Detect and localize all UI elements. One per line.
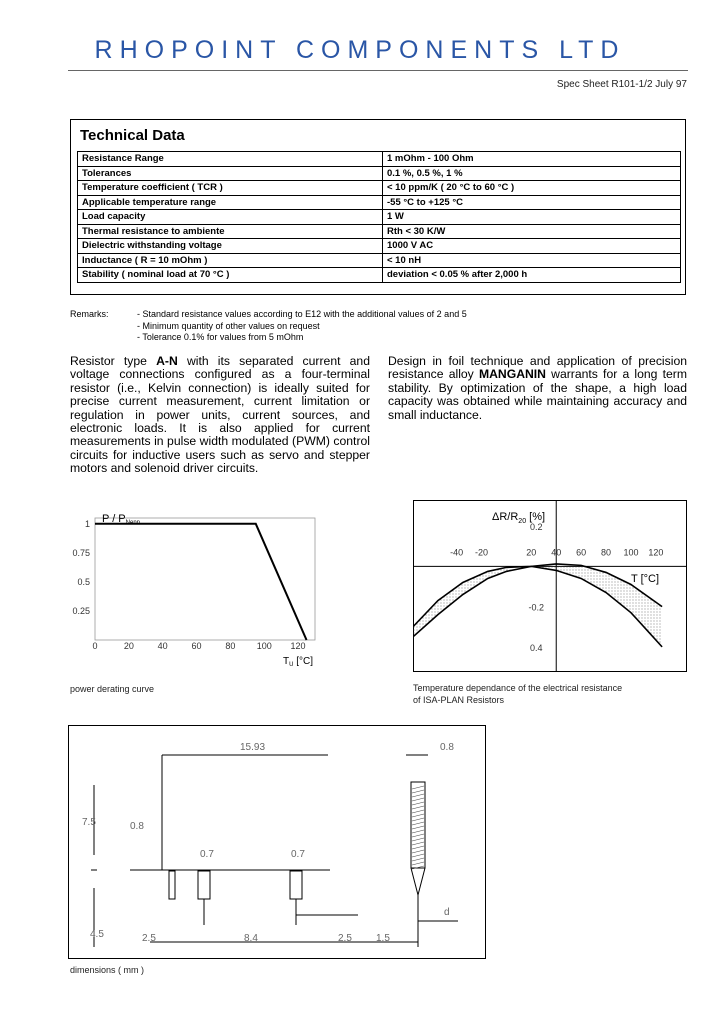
hatch-line <box>412 810 424 813</box>
x-tick-label: 120 <box>648 547 664 558</box>
value-cell: 1 mOhm - 100 Ohm <box>383 152 681 167</box>
hatch-line <box>412 850 424 853</box>
temp-ylabel: $\Delta R/R_{20}$ [%] <box>492 511 546 525</box>
temperature-caption: Temperature dependance of the electrical resistance of ISA-PLAN Resistors <box>413 683 623 705</box>
x-tick-label: 80 <box>601 547 612 558</box>
x-tick-label: 60 <box>576 547 587 558</box>
y-tick-label: -0.2 <box>528 602 544 613</box>
dim-side-width: 1.5 <box>376 933 390 944</box>
derating-plot-frame <box>95 518 315 640</box>
y-tick-label: 0.75 <box>72 547 90 558</box>
dim-lead-left: 0.7 <box>200 849 214 860</box>
company-title: RHOPOINT COMPONENTS LTD <box>94 36 626 64</box>
x-tick-label: 100 <box>623 547 639 558</box>
dim-height: 7.5 <box>82 817 96 828</box>
value-cell: < 10 ppm/K ( 20 °C to 60 °C ) <box>383 181 681 196</box>
dim-lead-right: 0.7 <box>291 849 305 860</box>
value-cell: deviation < 0.05 % after 2,000 h <box>383 268 681 283</box>
table-row <box>78 224 681 239</box>
temp-xlabel: T [°C] <box>631 573 660 585</box>
hatch-line <box>412 790 424 793</box>
param-cell: Load capacity <box>78 210 383 225</box>
header-rule <box>68 70 688 71</box>
y-tick-label: 1 <box>84 518 90 529</box>
x-tick-label: 20 <box>526 547 537 558</box>
param-cell: Tolerances <box>78 166 383 181</box>
dim-pitch-mid: 8.4 <box>244 933 258 944</box>
hatch-line <box>412 854 424 857</box>
dim-left-top: 0.8 <box>130 821 144 832</box>
dim-side-thick: d <box>444 907 450 918</box>
temperature-dependence-chart <box>413 500 688 672</box>
table-row <box>78 253 681 268</box>
table-row <box>78 239 681 254</box>
derating-ylabel: P / PNenn <box>102 513 140 526</box>
dim-lead-len: 4.5 <box>90 929 104 940</box>
hatch-line <box>412 798 424 801</box>
hatch-line <box>412 802 424 805</box>
hatch-line <box>412 814 424 817</box>
remarks-list <box>137 309 467 344</box>
table-row <box>78 166 681 181</box>
x-tick-label: -40 <box>450 547 464 558</box>
value-cell: Rth < 30 K/W <box>383 224 681 239</box>
table-row <box>78 210 681 225</box>
y-tick-label: 0.2 <box>529 522 543 533</box>
dimensions-caption: dimensions ( mm ) <box>70 965 145 975</box>
dim-pitch-left: 2.5 <box>142 933 156 944</box>
hatch-line <box>412 834 424 837</box>
power-derating-chart <box>60 500 350 680</box>
param-cell: Inductance ( R = 10 mOhm ) <box>78 253 383 268</box>
hatch-line <box>412 822 424 825</box>
hatch-line <box>412 794 424 797</box>
dim-top: 15.93 <box>240 742 266 753</box>
derating-caption: power derating curve <box>70 684 155 694</box>
derating-series-line <box>95 524 307 640</box>
x-tick-label: 20 <box>123 641 134 651</box>
spec-sheet-ref: Spec Sheet R101-1/2 July 97 <box>556 79 687 90</box>
hatch-line <box>412 858 424 861</box>
remark-item: - Minimum quantity of other values on request <box>137 320 320 331</box>
value-cell: < 10 nH <box>383 253 681 268</box>
param-cell: Dielectric withstanding voltage <box>78 239 383 254</box>
remark-item: - Tolerance 0.1% for values from 5 mOhm <box>137 332 304 342</box>
param-cell: Thermal resistance to ambiente <box>78 224 383 239</box>
y-tick-label: 0.4 <box>529 642 543 653</box>
hatch-line <box>412 838 424 841</box>
value-cell: -55 °C to +125 °C <box>383 195 681 210</box>
hatch-line <box>412 826 424 829</box>
y-tick-label: 0.25 <box>72 605 90 616</box>
value-cell: 1000 V AC <box>383 239 681 254</box>
x-tick-label: 60 <box>191 641 202 651</box>
remark-item: - Standard resistance values according to E12 with the additional values of 2 and 5 <box>137 309 467 319</box>
hatch-line <box>412 806 424 809</box>
hatch-line <box>412 862 424 865</box>
param-cell: Applicable temperature range <box>78 195 383 210</box>
dimension-drawing <box>68 725 488 960</box>
technical-data-title: Technical Data <box>80 127 185 144</box>
remarks-label: Remarks: <box>70 309 109 319</box>
dim-right-top: 0.8 <box>440 742 454 753</box>
x-tick-label: 100 <box>256 641 272 651</box>
x-tick-label: 0 <box>92 641 98 651</box>
technical-data-table <box>77 151 681 283</box>
x-tick-label: 40 <box>157 641 168 651</box>
hatch-line <box>412 846 424 849</box>
description-left: Resistor type A-N with its separated current and voltage connections configured as a four-terminal resistor (i.e., Kelvin connection) is ideally suited for precise current measurement, current limitation or regulation in power units, current sources, and electronic loads. It is also applied for current measurements in pulse width modulated (PWM) control circuits for inductive users such as servo and stepper motors and solenoid driver circuits. <box>70 354 370 476</box>
y-tick-label: 0.5 <box>77 576 90 587</box>
param-cell: Resistance Range <box>78 152 383 167</box>
x-tick-label: 80 <box>225 641 236 651</box>
table-row <box>78 268 681 283</box>
hatch-line <box>412 818 424 821</box>
dim-pitch-right: 2.5 <box>338 933 352 944</box>
x-tick-label: -20 <box>474 547 489 558</box>
hatch-line <box>412 786 424 789</box>
temp-chart-frame <box>414 501 687 672</box>
param-cell: Temperature coefficient ( TCR ) <box>78 181 383 196</box>
x-tick-label: 120 <box>290 641 306 651</box>
value-cell: 0.1 %, 0.5 %, 1 % <box>383 166 681 181</box>
table-row <box>78 152 681 167</box>
param-cell: Stability ( nominal load at 70 °C ) <box>78 268 383 283</box>
hatch-line <box>412 842 424 845</box>
value-cell: 1 W <box>383 210 681 225</box>
table-row <box>78 195 681 210</box>
description-right: Design in foil technique and application of precision resistance alloy MANGANIN warrants for a long term stability. By optimization of the shape, a high load capacity was obtained while maintaining accuracy and small inductance. <box>388 354 687 422</box>
table-row <box>78 181 681 196</box>
x-tick-label: 40 <box>551 547 562 558</box>
derating-xlabel: $T_U$ [°C] <box>283 656 314 668</box>
hatch-line <box>412 830 424 833</box>
